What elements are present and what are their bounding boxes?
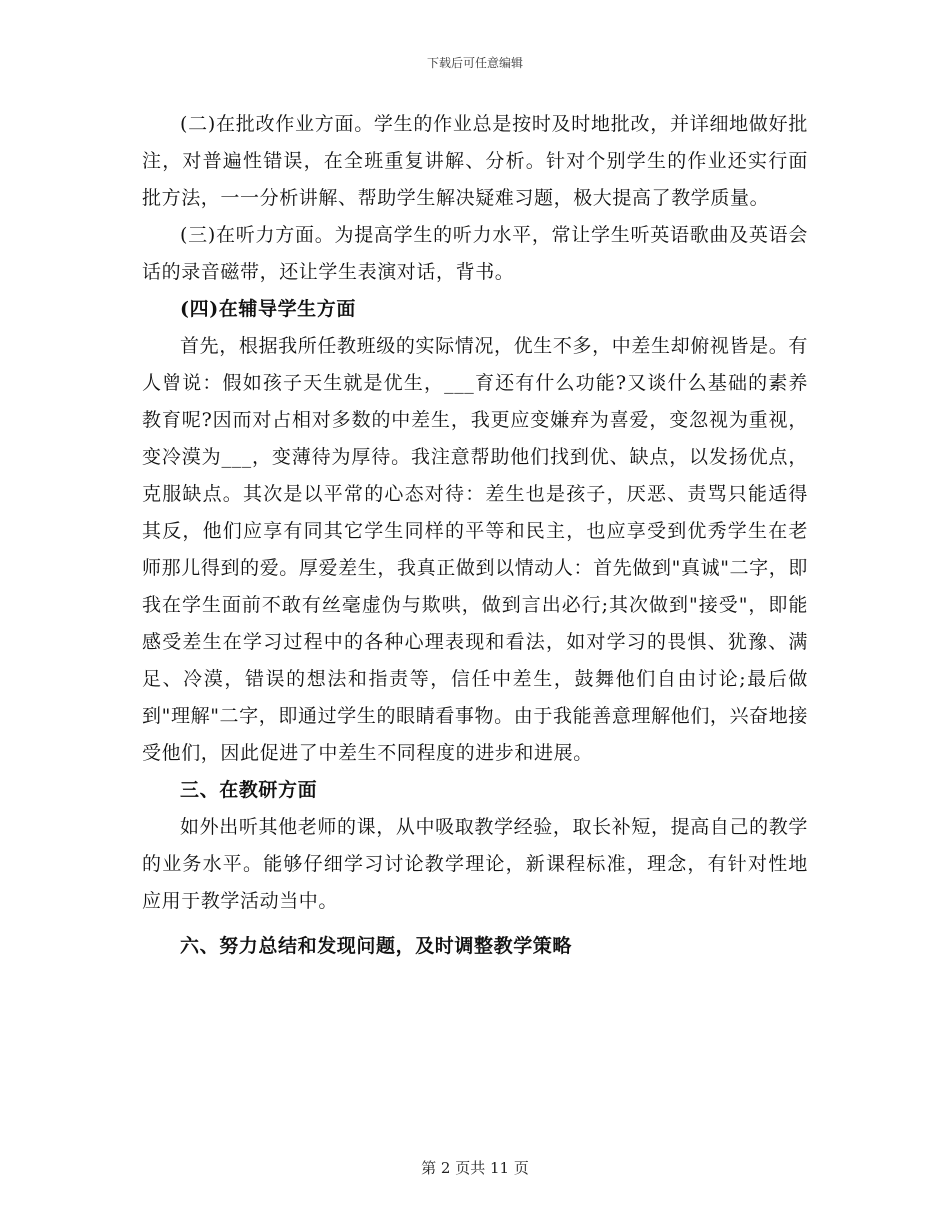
heading-teaching-research: 三、在教研方面 [180,779,318,801]
page-number: 第 2 页共 11 页 [421,1159,529,1177]
paragraph-listening: (三)在听力方面。为提高学生的听力水平，常让学生听英语歌曲及英语会话的录音磁带，还让学生表演对话，背书。 [142,224,808,283]
heading-tutoring-students: (四)在辅导学生方面 [180,298,356,320]
document-body [142,106,808,965]
paragraph-tutoring-students: 首先，根据我所任教班级的实际情况，优生不多，中差生却俯视皆是。有人曾说：假如孩子天生就是优生，___育还有什么功能?又谈什么基础的素养教育呢?因而对占相对多数的中差生，我更应变嫌弃为喜爱，变忽视为重视，变冷漠为___，变薄待为厚待。我注意帮助他们找到优、缺点，以发扬优点，克服缺点。其次是以平常的心态对待：差生也是孩子，厌恶、责骂只能适得其反，他们应享有同其它学生同样的平等和民主，也应享受到优秀学生在老师那儿得到的爱。厚爱差生，我真正做到以情动人：首先做到"真诚"二字，即我在学生面前不敢有丝毫虚伪与欺哄，做到言出必行;其次做到"接受"，即能感受差生在学习过程中的各种心理表现和看法，如对学习的畏惧、犹豫、满足、冷漠，错误的想法和指责等，信任中差生，鼓舞他们自由讨论;最后做到"理解"二字，即通过学生的眼睛看事物。由于我能善意理解他们，兴奋地接受他们，因此促进了中差生不同程度的进步和进展。 [142,335,808,764]
page-header: 下载后可任意编辑 [426,56,523,70]
heading-summarize-problems: 六、努力总结和发现问题，及时调整教学策略 [180,935,573,957]
paragraph-teaching-research: 如外出听其他老师的课，从中吸取教学经验，取长补短，提高自己的教学的业务水平。能够仔细学习讨论教学理论，新课程标准，理念，有针对性地应用于教学活动当中。 [142,816,808,912]
paragraph-grading-homework: (二)在批改作业方面。学生的作业总是按时及时地批改，并详细地做好批注，对普遍性错误，在全班重复讲解、分析。针对个别学生的作业还实行面批方法，一一分析讲解、帮助学生解决疑难习题，极大提高了教学质量。 [142,113,808,209]
